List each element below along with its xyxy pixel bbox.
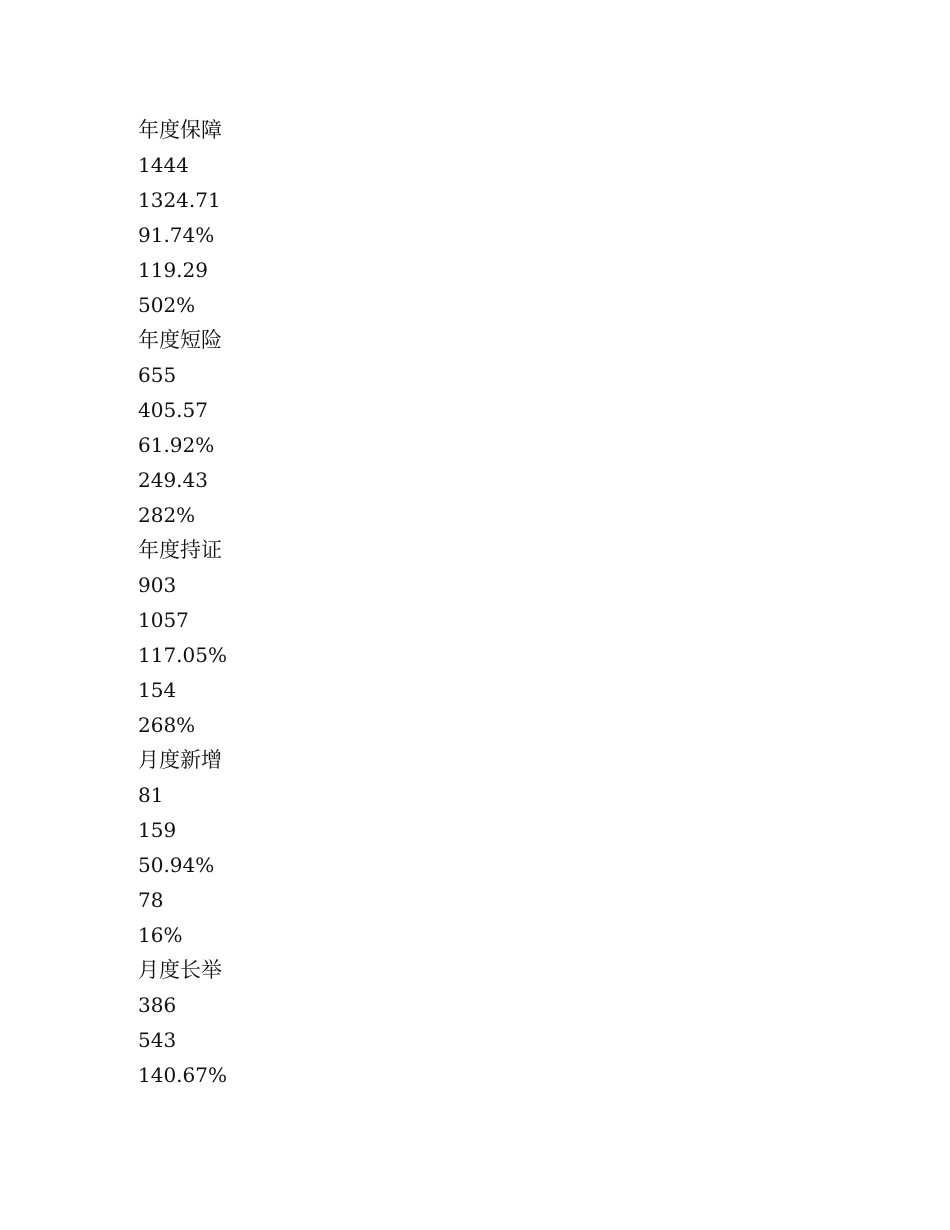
value-line: 117.05% [138, 643, 227, 667]
value-line: 903 [138, 573, 177, 597]
value-line: 1444 [138, 153, 189, 177]
section-heading: 月度长举 [138, 958, 222, 982]
section-heading: 月度新增 [138, 748, 222, 772]
value-line: 119.29 [138, 258, 208, 282]
value-line: 268% [138, 713, 196, 737]
section-heading: 年度保障 [138, 118, 222, 142]
value-line: 140.67% [138, 1063, 227, 1087]
value-line: 1324.71 [138, 188, 221, 212]
value-line: 405.57 [138, 398, 208, 422]
value-line: 91.74% [138, 223, 215, 247]
value-line: 386 [138, 993, 177, 1017]
value-line: 1057 [138, 608, 189, 632]
value-line: 78 [138, 888, 164, 912]
section-heading: 年度持证 [138, 538, 222, 562]
value-line: 154 [138, 678, 177, 702]
value-line: 543 [138, 1028, 177, 1052]
value-line: 502% [138, 293, 196, 317]
document-text-lines [138, 113, 227, 1093]
value-line: 61.92% [138, 433, 215, 457]
value-line: 81 [138, 783, 164, 807]
section-heading: 年度短险 [138, 328, 222, 352]
value-line: 159 [138, 818, 177, 842]
value-line: 16% [138, 923, 183, 947]
value-line: 50.94% [138, 853, 215, 877]
value-line: 282% [138, 503, 196, 527]
value-line: 249.43 [138, 468, 208, 492]
value-line: 655 [138, 363, 177, 387]
